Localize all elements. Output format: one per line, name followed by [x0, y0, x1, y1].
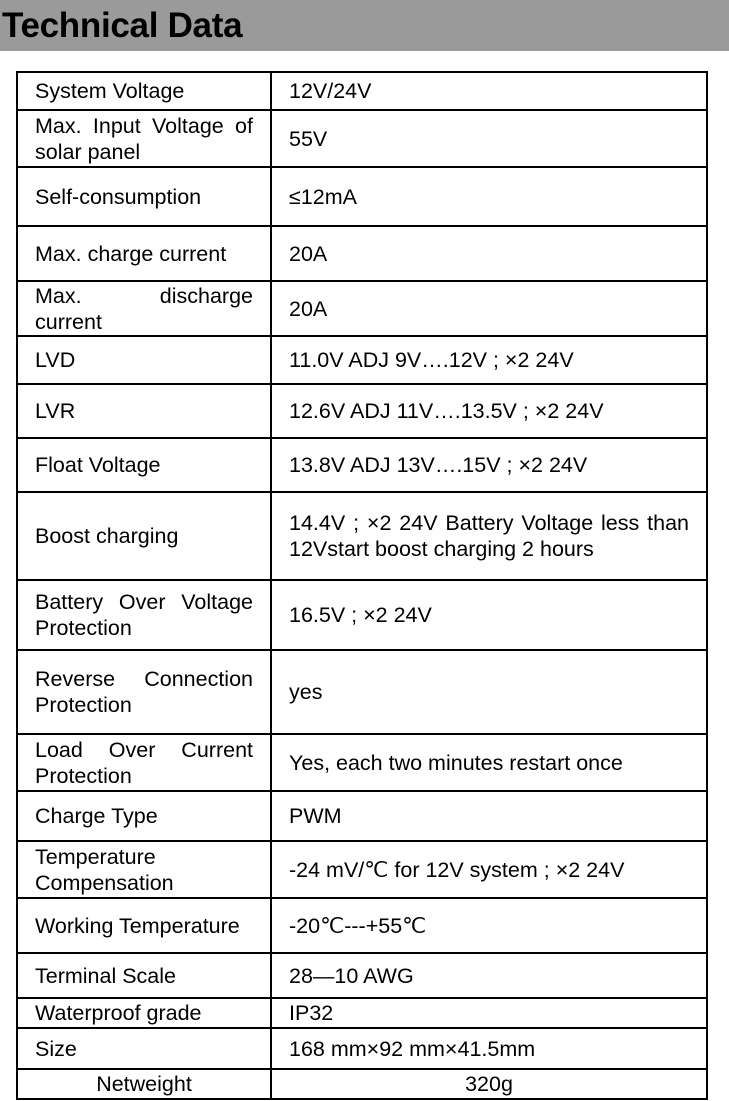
row-label: Charge Type [17, 791, 271, 841]
row-value: 168 mm×92 mm×41.5mm [271, 1028, 707, 1069]
row-value: -20℃---+55℃ [271, 898, 707, 953]
row-value: 320g [271, 1069, 707, 1099]
table-row [17, 953, 707, 998]
row-label: Working Temperature [17, 898, 271, 953]
row-value: 20A [271, 281, 707, 336]
row-value: 16.5V ; ×2 24V [271, 580, 707, 650]
row-label: Float Voltage [17, 438, 271, 492]
table-row [17, 384, 707, 438]
row-value: 13.8V ADJ 13V….15V ; ×2 24V [271, 438, 707, 492]
table-row [17, 336, 707, 384]
page-title: Technical Data [2, 6, 243, 45]
row-label: System Voltage [17, 72, 271, 110]
row-value: 12V/24V [271, 72, 707, 110]
row-value: 20A [271, 226, 707, 281]
row-value: ≤12mA [271, 167, 707, 226]
table-row [17, 72, 707, 110]
row-label: LVD [17, 336, 271, 384]
row-value: PWM [271, 791, 707, 841]
table-row [17, 281, 707, 336]
row-value: 14.4V ; ×2 24V Battery Voltage less than 12Vstart boost charging 2 hours [271, 492, 707, 580]
table-row [17, 1028, 707, 1069]
table-row [17, 438, 707, 492]
table-row [17, 841, 707, 898]
row-label: LVR [17, 384, 271, 438]
row-label: Max. Input Voltage of solar panel [17, 110, 271, 167]
table-row [17, 226, 707, 281]
row-label: Max. charge current [17, 226, 271, 281]
row-label: Waterproof grade [17, 998, 271, 1028]
table-row [17, 580, 707, 650]
row-label: Load Over Current Protection [17, 734, 271, 791]
row-value: 55V [271, 110, 707, 167]
table-row [17, 898, 707, 953]
row-label: Temperature Compensation [17, 841, 271, 898]
row-value: 12.6V ADJ 11V….13.5V ; ×2 24V [271, 384, 707, 438]
table-row [17, 998, 707, 1028]
table-row [17, 492, 707, 580]
row-value: 28—10 AWG [271, 953, 707, 998]
row-value: -24 mV/℃ for 12V system ; ×2 24V [271, 841, 707, 898]
row-label: Self-consumption [17, 167, 271, 226]
row-value: IP32 [271, 998, 707, 1028]
row-label: Boost charging [17, 492, 271, 580]
header-bar [0, 0, 729, 51]
table-row [17, 167, 707, 226]
table-row [17, 110, 707, 167]
table-row [17, 1069, 707, 1099]
table-row [17, 734, 707, 791]
row-value: Yes, each two minutes restart once [271, 734, 707, 791]
row-label: Max. discharge current [17, 281, 271, 336]
technical-data-table [16, 71, 708, 1100]
row-label: Size [17, 1028, 271, 1069]
row-value: yes [271, 650, 707, 734]
row-label: Reverse Connection Protection [17, 650, 271, 734]
row-label: Terminal Scale [17, 953, 271, 998]
row-label: Battery Over Voltage Protection [17, 580, 271, 650]
table-row [17, 650, 707, 734]
row-value: 11.0V ADJ 9V….12V ; ×2 24V [271, 336, 707, 384]
row-label: Netweight [17, 1069, 271, 1099]
table-row [17, 791, 707, 841]
